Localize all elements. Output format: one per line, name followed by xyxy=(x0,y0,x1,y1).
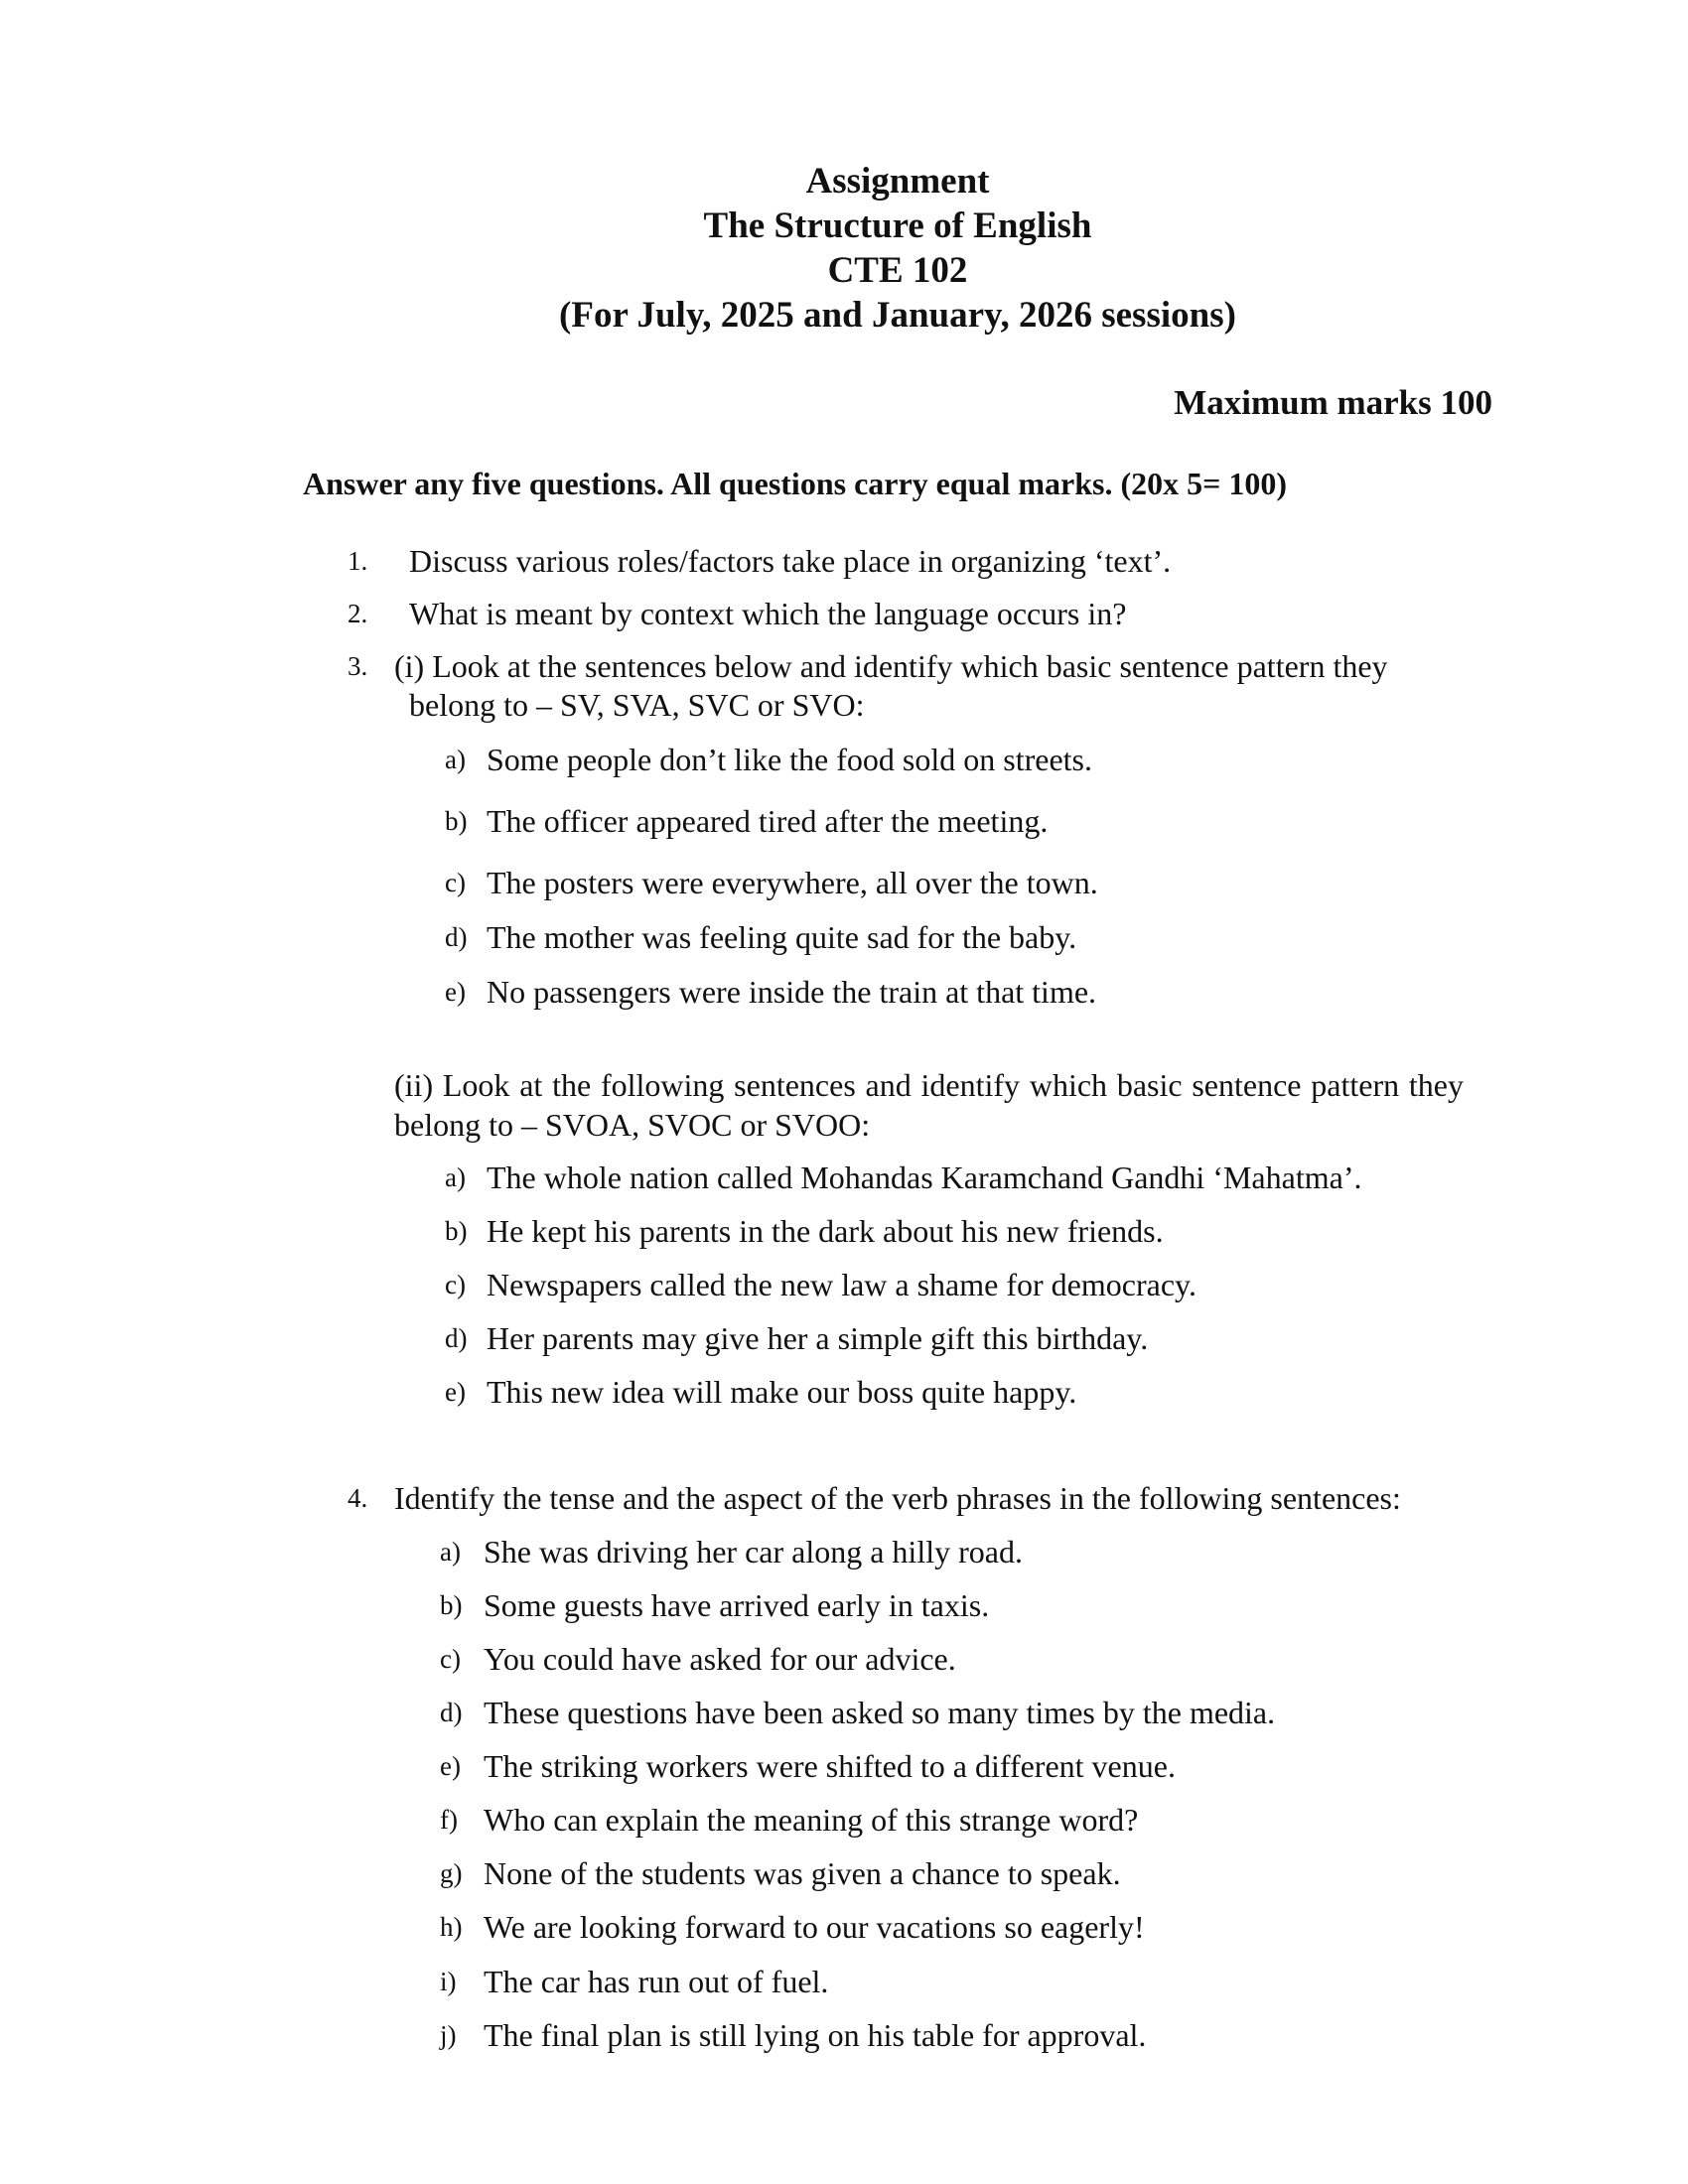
q3-part2-item-a: The whole nation called Mohandas Karamchand Gandhi ‘Mahatma’. xyxy=(487,1160,1362,1195)
question-3-number: 3. xyxy=(348,651,368,681)
q3-part1-item-a: Some people don’t like the food sold on streets. xyxy=(487,742,1092,777)
header-sessions: (For July, 2025 and January, 2026 sessions) xyxy=(559,295,1236,336)
question-1-number: 1. xyxy=(348,546,368,576)
question-3-part-1-prompt-line-2: belong to – SV, SVA, SVC or SVO: xyxy=(409,687,865,723)
q4-item-f: Who can explain the meaning of this strange word? xyxy=(484,1802,1139,1838)
question-1-text: Discuss various roles/factors take place in organizing ‘text’. xyxy=(409,543,1172,579)
q3-part2-item-a-letter: a) xyxy=(445,1162,466,1192)
q3-part1-item-c: The posters were everywhere, all over the town. xyxy=(487,865,1098,900)
q3-part1-item-b-letter: b) xyxy=(445,806,468,836)
q3-part1-item-d-letter: d) xyxy=(445,922,468,952)
q4-item-e: The striking workers were shifted to a different venue. xyxy=(484,1748,1176,1784)
q4-item-i: The car has run out of fuel. xyxy=(484,1964,829,1999)
q4-item-d-letter: d) xyxy=(440,1698,463,1727)
q3-part1-item-c-letter: c) xyxy=(445,868,466,897)
q3-part2-item-b: He kept his parents in the dark about his new friends. xyxy=(487,1213,1164,1249)
header-course-title: The Structure of English xyxy=(703,205,1092,246)
q3-part2-item-c: Newspapers called the new law a shame for democracy. xyxy=(487,1267,1196,1302)
q3-part1-item-d: The mother was feeling quite sad for the baby. xyxy=(487,919,1077,955)
question-2-text: What is meant by context which the language occurs in? xyxy=(409,596,1127,631)
q4-item-b: Some guests have arrived early in taxis. xyxy=(484,1587,990,1623)
q3-part1-item-b: The officer appeared tired after the meeting. xyxy=(487,803,1049,839)
maximum-marks: Maximum marks 100 xyxy=(1174,383,1492,422)
q4-item-h-letter: h) xyxy=(440,1912,463,1942)
header-assignment: Assignment xyxy=(805,161,990,202)
q4-item-g: None of the students was given a chance to speak. xyxy=(484,1855,1121,1891)
instruction-text: Answer any five questions. All questions carry equal marks. (20x 5= 100) xyxy=(303,466,1288,501)
q3-part1-item-a-letter: a) xyxy=(445,745,466,774)
q3-part2-item-e: This new idea will make our boss quite happy. xyxy=(487,1374,1077,1410)
q4-item-j-letter: j) xyxy=(440,2020,457,2050)
question-4-prompt: Identify the tense and the aspect of the verb phrases in the following sentences: xyxy=(394,1480,1401,1516)
q4-item-b-letter: b) xyxy=(440,1590,463,1620)
q4-item-h: We are looking forward to our vacations so eagerly! xyxy=(484,1909,1145,1945)
header-course-code: CTE 102 xyxy=(827,250,968,291)
q4-item-a-letter: a) xyxy=(440,1537,461,1567)
q3-part1-item-e: No passengers were inside the train at that time. xyxy=(487,974,1097,1010)
q3-part2-item-d-letter: d) xyxy=(445,1323,468,1353)
q4-item-g-letter: g) xyxy=(440,1858,463,1888)
q4-item-j: The final plan is still lying on his table for approval. xyxy=(484,2017,1147,2053)
q4-item-e-letter: e) xyxy=(440,1751,461,1781)
question-3-part-1-prompt-line-1: (i) Look at the sentences below and identify which basic sentence pattern they xyxy=(394,648,1388,684)
question-3-part-2-prompt: (ii) Look at the following sentences and identify which basic sentence pattern they belong to – SVOA, SVOC or SVOO: xyxy=(394,1067,1464,1143)
q4-item-c-letter: c) xyxy=(440,1644,461,1674)
q3-part2-item-e-letter: e) xyxy=(445,1377,466,1407)
q4-item-d: These questions have been asked so many times by the media. xyxy=(484,1695,1276,1730)
q4-item-c: You could have asked for our advice. xyxy=(484,1641,956,1677)
question-4-number: 4. xyxy=(348,1483,368,1513)
q4-item-a: She was driving her car along a hilly road. xyxy=(484,1534,1023,1570)
q3-part2-item-b-letter: b) xyxy=(445,1216,468,1246)
document-header xyxy=(0,159,1688,338)
q3-part1-item-e-letter: e) xyxy=(445,977,466,1007)
q3-part2-item-c-letter: c) xyxy=(445,1270,466,1299)
question-2-number: 2. xyxy=(348,599,368,628)
q4-item-f-letter: f) xyxy=(440,1805,458,1835)
q4-item-i-letter: i) xyxy=(440,1967,457,1996)
q3-part2-item-d: Her parents may give her a simple gift this birthday. xyxy=(487,1320,1149,1356)
